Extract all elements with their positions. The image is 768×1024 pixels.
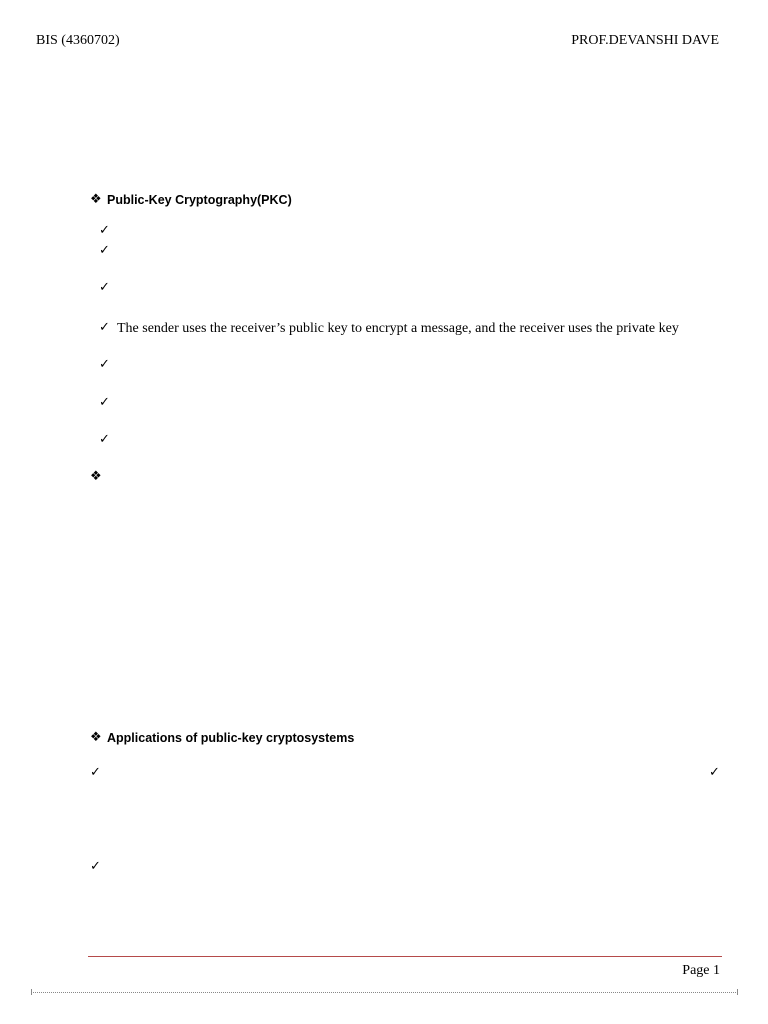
footer-divider [88, 956, 722, 957]
section-heading-applications: Applications of public-key cryptosystems [107, 731, 355, 745]
checkmark-icon: ✓ [90, 765, 101, 780]
checkmark-icon: ✓ [90, 859, 101, 874]
checkmark-icon: ✓ [99, 395, 110, 410]
pkc-bullet-text: The sender uses the receiver’s public key to encrypt a message, and the receiver uses the private key [117, 321, 679, 336]
diamond-bullet-icon: ❖ [90, 730, 102, 745]
checkmark-icon: ✓ [99, 243, 110, 258]
diamond-bullet-icon: ❖ [90, 469, 102, 484]
diamond-bullet-icon: ❖ [90, 192, 102, 207]
checkmark-icon: ✓ [99, 357, 110, 372]
checkmark-icon: ✓ [99, 320, 110, 335]
header-course-code: BIS (4360702) [36, 33, 120, 48]
checkmark-icon: ✓ [99, 432, 110, 447]
page-boundary-tick [31, 989, 32, 995]
checkmark-icon: ✓ [99, 280, 110, 295]
checkmark-icon: ✓ [99, 223, 110, 238]
page-boundary-tick [737, 989, 738, 995]
page-number: Page 1 [682, 963, 720, 978]
checkmark-icon: ✓ [709, 765, 720, 780]
header-author: PROF.DEVANSHI DAVE [571, 33, 719, 48]
section-heading-pkc: Public-Key Cryptography(PKC) [107, 193, 292, 207]
page-boundary-line [31, 992, 738, 993]
